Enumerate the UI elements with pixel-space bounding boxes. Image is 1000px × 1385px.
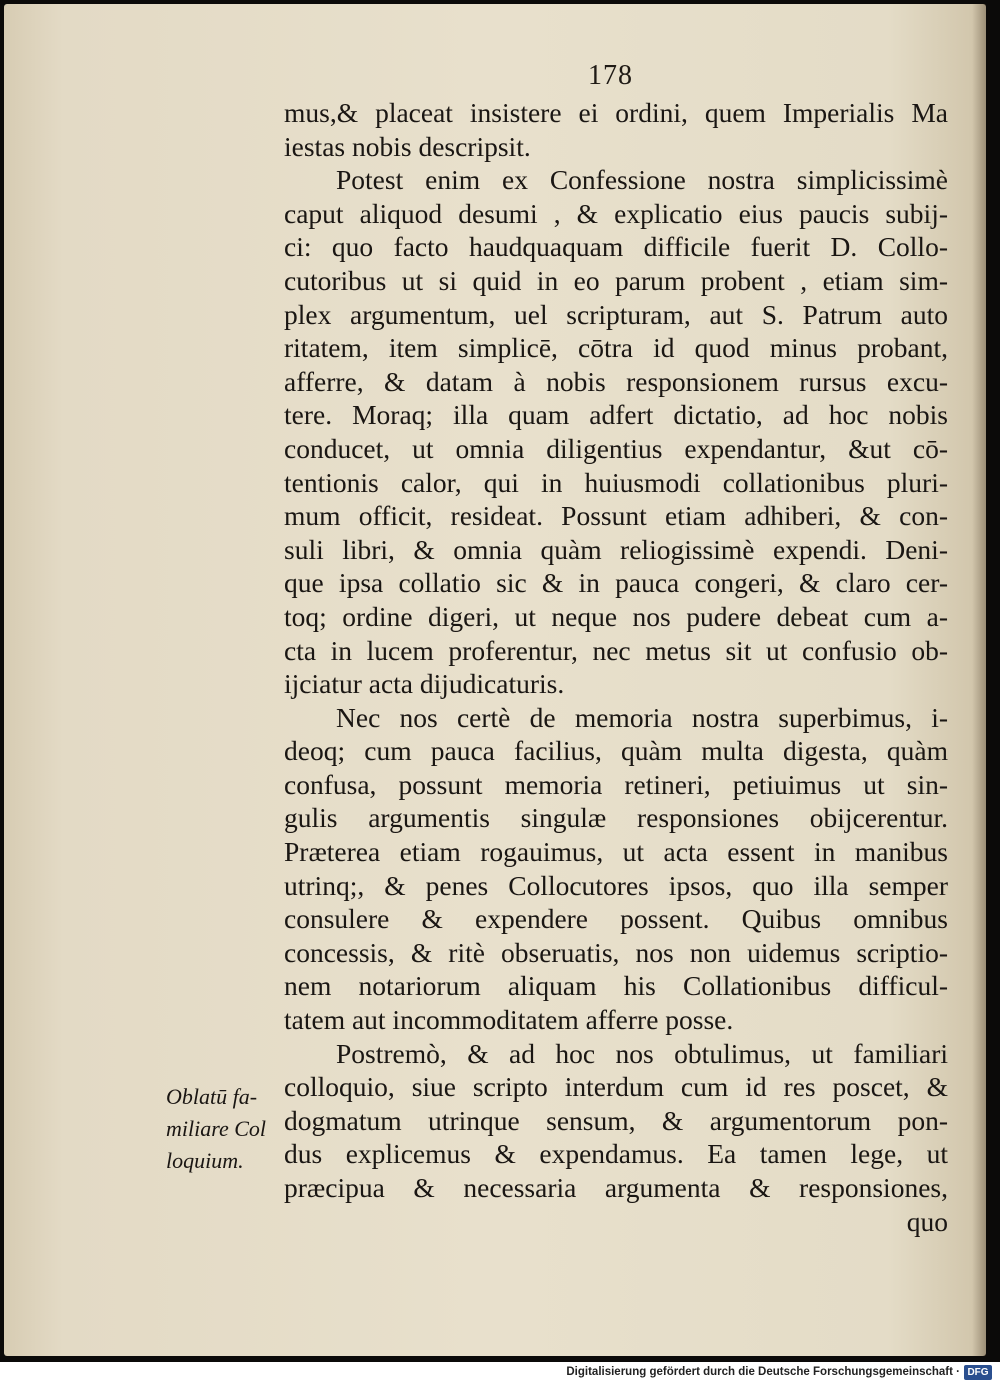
text-line: que ipsa collatio sic & in pauca congeri, & claro cer- [284, 567, 948, 599]
text-line: consulere & expendere possent. Quibus omnibus [284, 903, 948, 935]
text-line: conducet, ut omnia diligentius expendantur, &ut cō- [284, 432, 948, 464]
text-line: afferre, & datam à nobis responsionem rursus excu- [284, 365, 948, 397]
text-line: utrinq;, & penes Collocutores ipsos, quo illa semper [284, 869, 948, 901]
text-line: caput aliquod desumi , & explicatio eius paucis subij- [284, 197, 948, 229]
text-line: Præterea etiam rogauimus, ut acta essent in manibus [284, 836, 948, 868]
text-line: iestas nobis descripsit. [284, 130, 531, 162]
text-line: ritatem, item simplicē, cōtra id quod minus probant, [284, 332, 948, 364]
text-line: ci: quo facto haudquaquam difficile fuerit D. Collo- [284, 231, 948, 263]
text-line: Postremò, & ad hoc nos obtulimus, ut familiari [336, 1037, 948, 1069]
text-line: nem notariorum aliquam his Collationibus difficul- [284, 970, 948, 1002]
text-line: tere. Moraq; illa quam adfert dictatio, ad hoc nobis [284, 399, 948, 431]
text-line: concessis, & ritè obseruatis, nos non uidemus scriptio- [284, 936, 948, 968]
margin-note-line: loquium. [166, 1148, 244, 1173]
text-line: colloquio, siue scripto interdum cum id res poscet, & [284, 1071, 948, 1103]
margin-note-line: miliare Col [166, 1116, 267, 1141]
margin-note [166, 1081, 286, 1177]
text-line: Nec nos certè de memoria nostra superbimus, i- [336, 701, 948, 733]
dfg-logo-icon: DFG [964, 1365, 992, 1380]
text-line: deoq; cum pauca facilius, quàm multa digesta, quàm [284, 735, 948, 767]
text-line: cutoribus ut si quid in eo parum probent , etiam sim- [284, 264, 948, 296]
catchword: quo [906, 1205, 948, 1237]
text-line: tentionis calor, qui in huiusmodi collationibus pluri- [284, 466, 948, 498]
funding-credit: Digitalisierung gefördert durch die Deutsche Forschungsgemeinschaft · [566, 1366, 960, 1378]
page-edge-shadow [972, 4, 986, 1356]
text-line: gulis argumentis singulæ responsiones obijcerentur. [284, 802, 948, 834]
text-line: toq; ordine digeri, ut neque nos pudere debeat cum a- [284, 600, 948, 632]
text-line: confusa, possunt memoria retineri, petiuimus ut sin- [284, 768, 948, 800]
text-line: præcipua & necessaria argumenta & responsiones, [284, 1172, 948, 1203]
text-line: suli libri, & omnia quàm reliogissimè expendi. Deni- [284, 533, 948, 565]
text-line: cta in lucem proferentur, nec metus sit ut confusio ob- [284, 634, 948, 666]
page-number: 178 [588, 60, 633, 91]
text-line: Potest enim ex Confessione nostra simplicissimè [336, 164, 948, 196]
text-line: ijciatur acta dijudicaturis. [284, 668, 565, 700]
text-line: plex argumentum, uel scripturam, aut S. Patrum auto [284, 298, 948, 330]
text-line: tatem aut incommoditatem afferre posse. [284, 1004, 734, 1036]
margin-note-line: Oblatū fa- [166, 1084, 258, 1109]
text-line: dus explicemus & expendamus. Ea tamen lege, ut [284, 1138, 948, 1170]
footer-bar [0, 1362, 1000, 1385]
text-line: mum officit, resideat. Possunt etiam adhiberi, & con- [284, 500, 948, 532]
page-body-text [284, 96, 948, 1238]
text-line: mus,& placeat insistere ei ordini, quem Imperialis Ma [284, 97, 948, 128]
text-line: dogmatum utrinque sensum, & argumentorum pon- [284, 1104, 948, 1136]
